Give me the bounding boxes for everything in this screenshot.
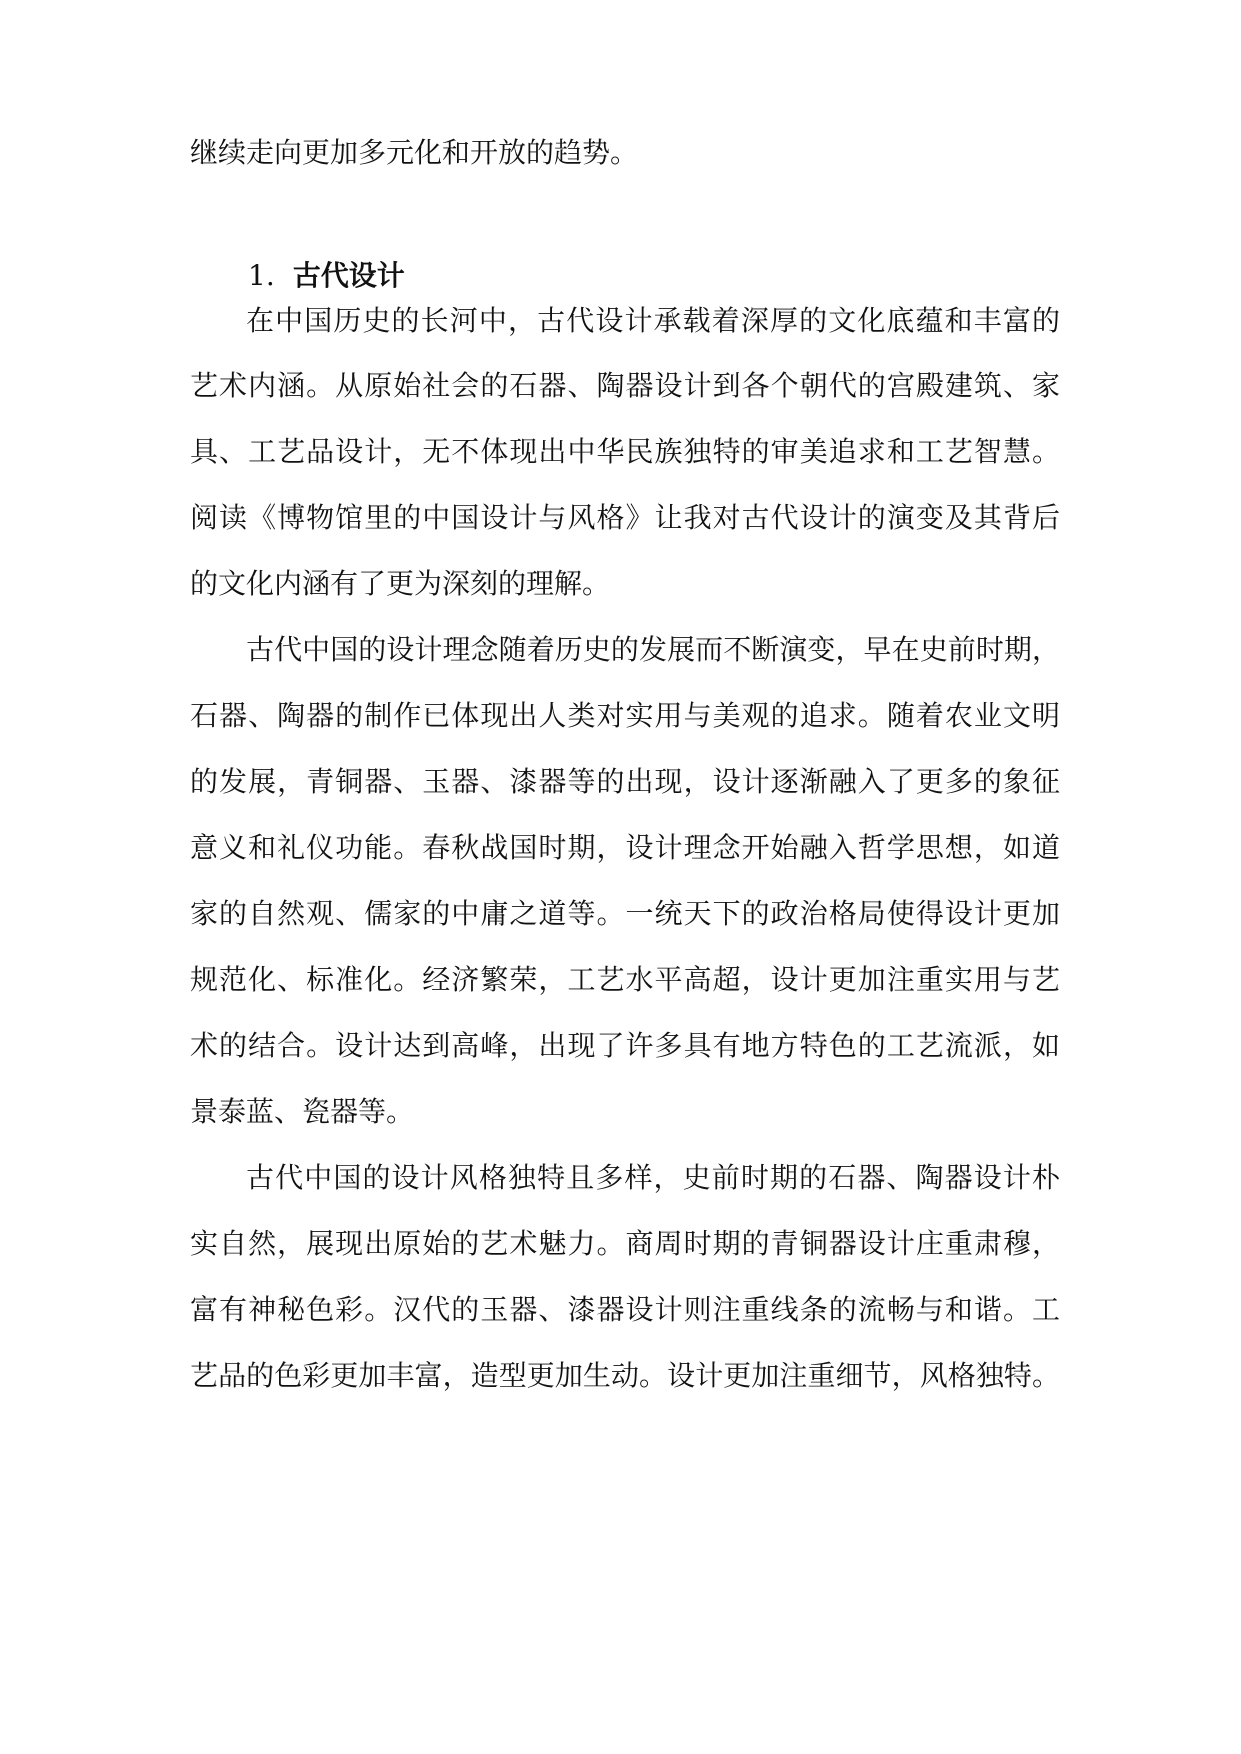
- paragraph-2-line-6: 规范化、标准化。经济繁荣，工艺水平高超，设计更加注重实用与艺: [190, 963, 1060, 996]
- paragraph-2-line-2: 石器、陶器的制作已体现出人类对实用与美观的追求。随着农业文明: [190, 699, 1060, 732]
- paragraph-2-line-8: 景泰蓝、瓷器等。: [190, 1095, 415, 1128]
- paragraph-3-line-2: 实自然，展现出原始的艺术魅力。商周时期的青铜器设计庄重肃穆，: [190, 1227, 1060, 1260]
- paragraph-2-line-4: 意义和礼仪功能。春秋战国时期，设计理念开始融入哲学思想，如道: [190, 831, 1060, 864]
- paragraph-2-line-5: 家的自然观、儒家的中庸之道等。一统天下的政治格局使得设计更加: [190, 897, 1060, 930]
- section-heading: [248, 256, 405, 296]
- paragraph-2-line-7: 术的结合。设计达到高峰，出现了许多具有地方特色的工艺流派，如: [190, 1029, 1060, 1062]
- paragraph-3-line-4: 艺品的色彩更加丰富，造型更加生动。设计更加注重细节，风格独特。: [190, 1359, 1060, 1392]
- paragraph-3-line-1: 古代中国的设计风格独特且多样，史前时期的石器、陶器设计朴: [246, 1161, 1060, 1194]
- paragraph-1-line-4: 阅读《博物馆里的中国设计与风格》让我对古代设计的演变及其背后: [190, 501, 1060, 534]
- paragraph-2-line-1: 古代中国的设计理念随着历史的发展而不断演变，早在史前时期，: [246, 633, 1060, 666]
- section-number: 1.: [248, 259, 275, 292]
- section-title: 古代设计: [292, 259, 405, 292]
- paragraph-3-line-3: 富有神秘色彩。汉代的玉器、漆器设计则注重线条的流畅与和谐。工: [190, 1293, 1060, 1326]
- paragraph-1-line-2: 艺术内涵。从原始社会的石器、陶器设计到各个朝代的宫殿建筑、家: [190, 369, 1060, 402]
- body-text-line: 继续走向更加多元化和开放的趋势。: [190, 136, 639, 169]
- paragraph-1-line-3: 具、工艺品设计，无不体现出中华民族独特的审美追求和工艺智慧。: [190, 435, 1060, 468]
- paragraph-1-line-5: 的文化内涵有了更为深刻的理解。: [190, 567, 611, 600]
- paragraph-1-line-1: 在中国历史的长河中，古代设计承载着深厚的文化底蕴和丰富的: [246, 304, 1060, 337]
- paragraph-2-line-3: 的发展，青铜器、玉器、漆器等的出现，设计逐渐融入了更多的象征: [190, 765, 1060, 798]
